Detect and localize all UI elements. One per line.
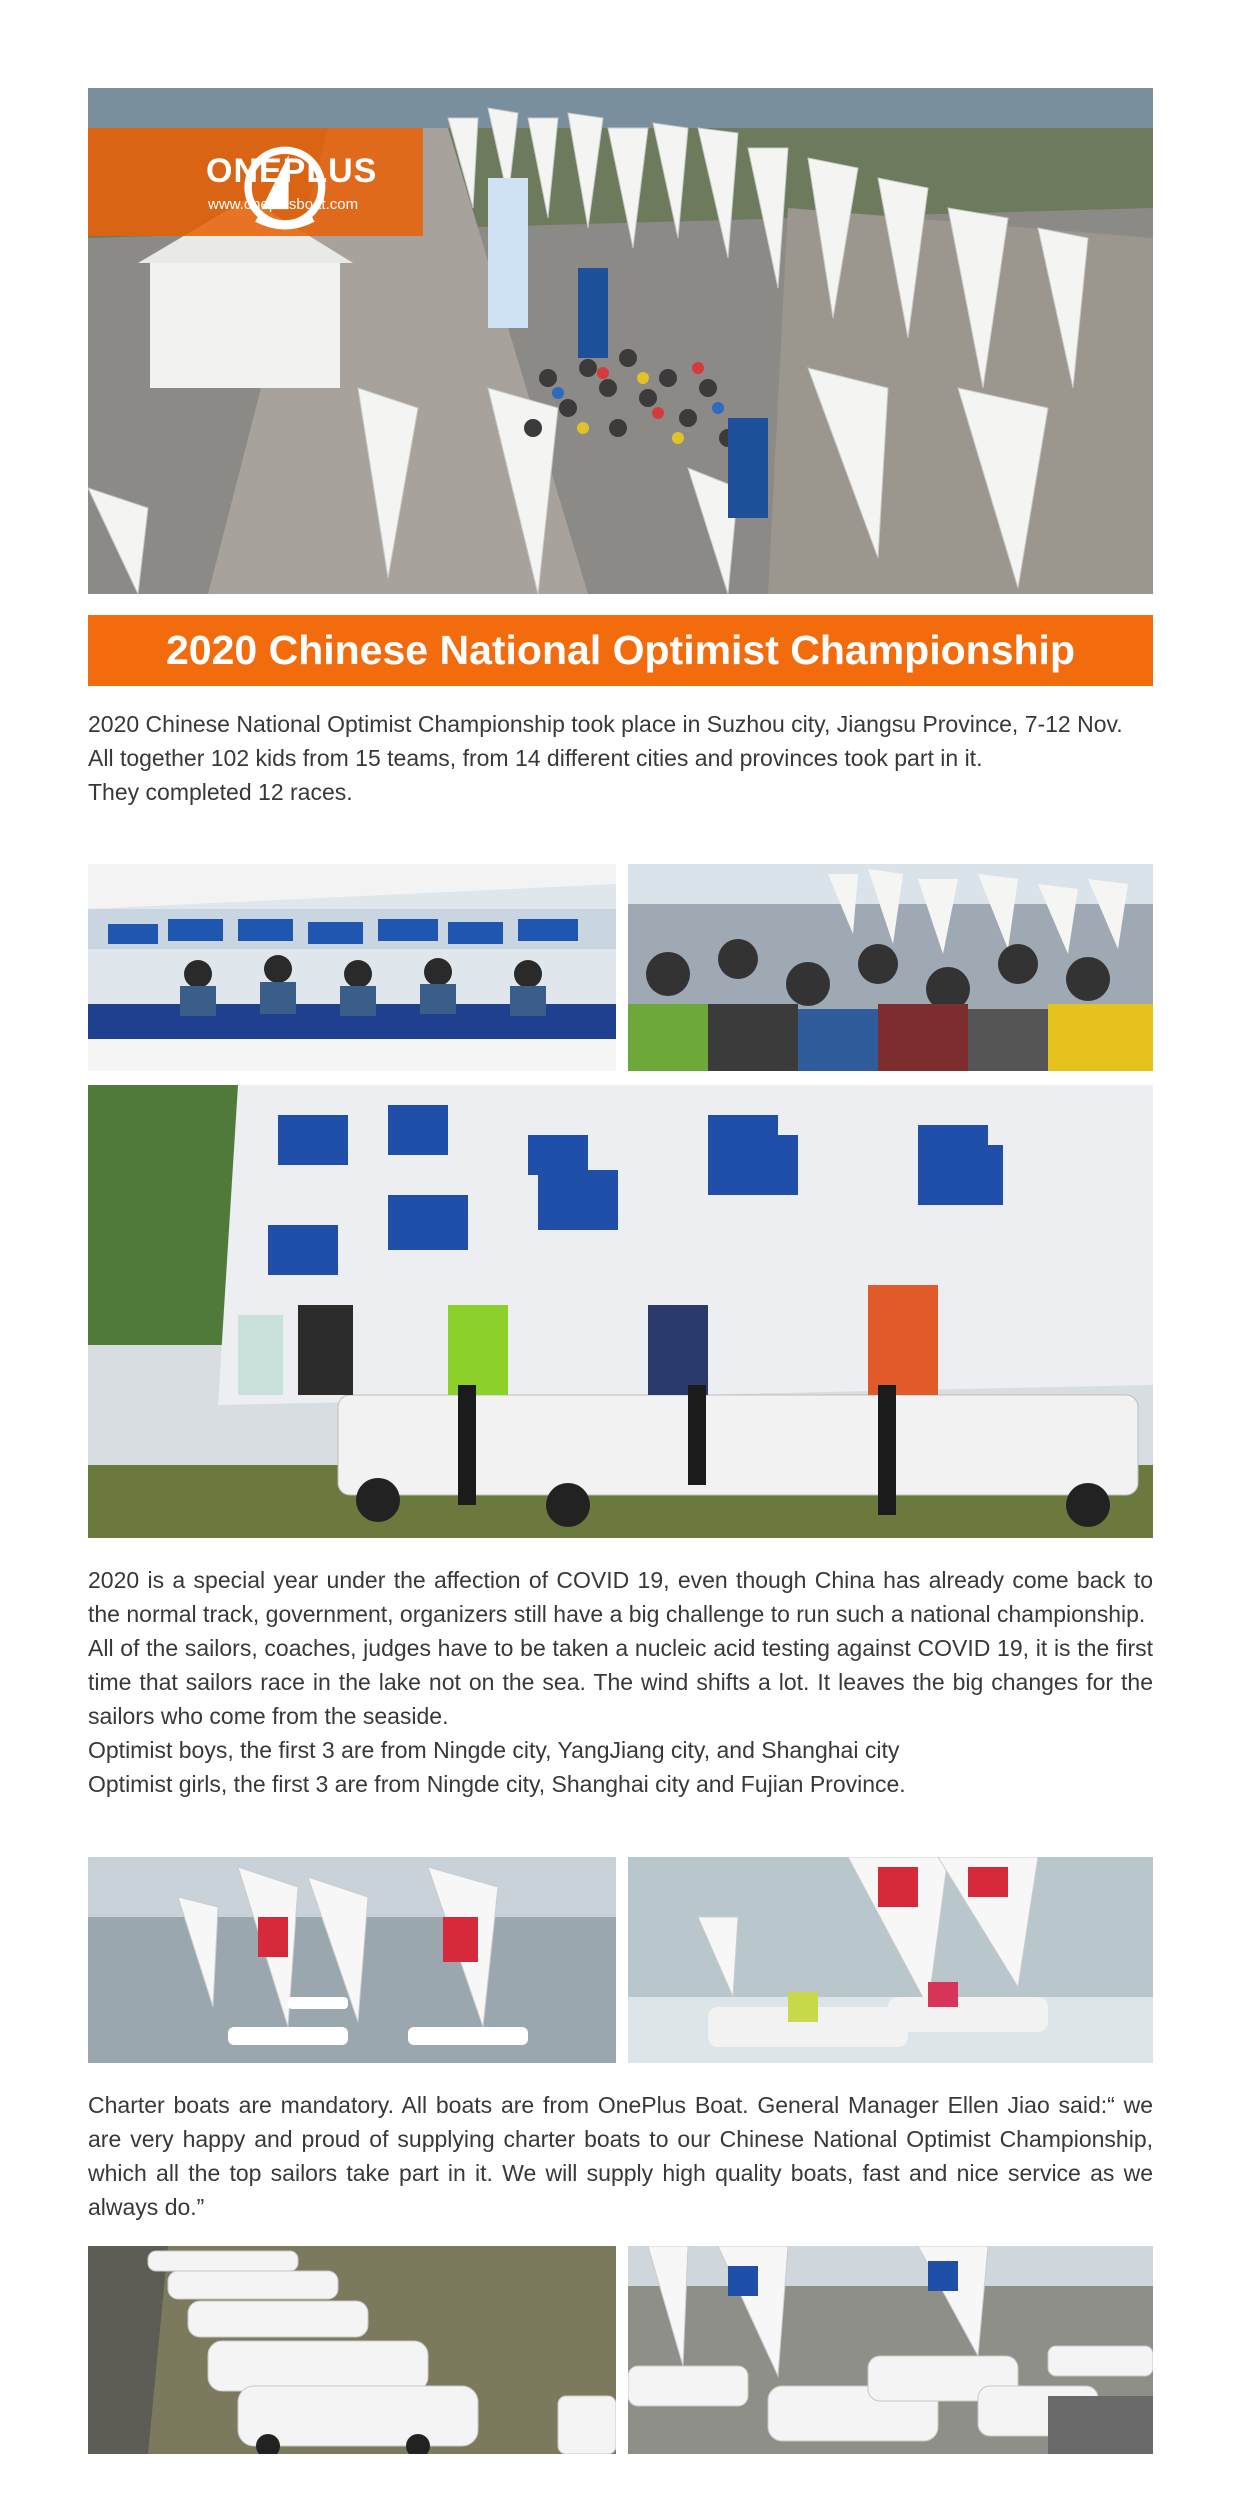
charter-boats-photo-right [628,2246,1153,2454]
intro-line: They completed 12 races. [88,779,353,805]
brand-url: www.oneplusboat.com [208,196,359,213]
intro-line: 2020 Chinese National Optimist Championship took place in Suzhou city, Jiangsu Province, 7-12 Nov. [88,711,1123,737]
hero-photo [88,88,1153,594]
closing-paragraph: Charter boats are mandatory. All boats are from OnePlus Boat. General Manager Ellen Jiao said:“ we are very happy and proud of supplying charter boats to our Chinese National Optimist Championship, which all the top sailors take part in it. We will supply high quality boats, fast and nice service as we always do.” [88,2092,1153,2220]
racing-photo-left [88,1857,616,2063]
body-text [88,1563,1153,1801]
officials-table-photo [88,864,616,1071]
sailors-photo [88,1085,1153,1538]
brand-logo [88,128,423,236]
body-paragraph: Optimist boys, the first 3 are from Ningde city, YangJiang city, and Shanghai city [88,1737,900,1763]
brand-name: ONEPLUS [206,152,378,190]
intro-line: All together 102 kids from 15 teams, from 14 different cities and provinces took part in it. [88,745,983,771]
charter-boats-photo-left [88,2246,616,2454]
crowd-photo [628,864,1153,1071]
body-paragraph: 2020 is a special year under the affection of COVID 19, even though China has already come back to the normal track, government, organizers still have a big challenge to run such a national championship. [88,1567,1153,1627]
intro-text [88,707,1153,809]
body-paragraph: All of the sailors, coaches, judges have to be taken a nucleic acid testing against COVID 19, it is the first time that sailors race in the lake not on the sea. The wind shifts a lot. It leaves the big changes for the sailors who come from the seaside. [88,1635,1153,1729]
body-paragraph: Optimist girls, the first 3 are from Ningde city, Shanghai city and Fujian Province. [88,1771,906,1797]
title-banner [88,615,1153,686]
racing-photo-right [628,1857,1153,2063]
page-title: 2020 Chinese National Optimist Championship [165,627,1075,673]
closing-text [88,2088,1153,2224]
